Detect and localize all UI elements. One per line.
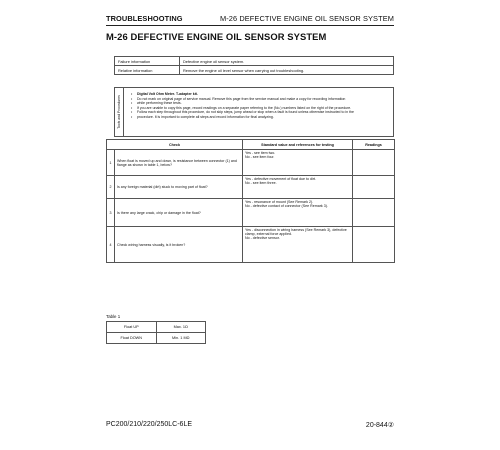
standard-line: Yes - see item two. [245,151,276,155]
row-number: 2 [107,176,115,199]
check-text: Check wiring harness visually, is it broken? [115,227,243,263]
info-label: Failure information [115,57,180,66]
check-text: When float is moved up and down, is resistance between connector (1) and flange as shown in table 1, below? [115,150,243,176]
check-text: Is any foreign material (dirt) stuck to moving part of float? [115,176,243,199]
standard-cell [243,199,353,227]
info-label: Relative information [115,66,180,75]
page-header [106,13,394,26]
standard-line: No - defective sensor. [245,236,280,240]
list-item: • Digital Volt Ohm Meter. T-adapter kit. [131,92,354,97]
table-row [107,199,395,227]
check-table [106,139,395,263]
standard-line: No - see item four. [245,155,275,159]
table-row [115,66,394,75]
table-row [107,150,395,176]
row-number: 3 [107,199,115,227]
tools-procedures-box [114,87,394,137]
row-number: 1 [107,150,115,176]
list-item: • Follow each step throughout this procedure, do not skip steps, jump ahead or stop when a fault is found unless otherwise instructed to in the [131,110,354,115]
column-header-standard: Standard value and references for testing [243,140,353,150]
table-row [107,227,395,263]
side-label-text: Tools and Procedures [117,95,121,129]
page-title: M-26 DEFECTIVE ENGINE OIL SENSOR SYSTEM [106,31,327,42]
list-item-cont: while performing these tests. [137,101,182,106]
list-item [131,115,354,120]
table-header-row [107,140,395,150]
table-row [107,322,206,333]
standard-cell [243,150,353,176]
list-item: • If you are unable to copy this page, record readings on a separate paper referring to the (No.) numbers listed on the right of the procedure. [131,106,354,111]
information-table [114,56,394,75]
row-number: 4 [107,227,115,263]
model-number: PC200/210/220/250LC-6LE [106,421,193,428]
standard-line: Yes - defective movement of float due to dirt. [245,177,316,181]
system-label: M-26 DEFECTIVE ENGINE OIL SENSOR SYSTEM [219,14,394,23]
readings-cell [353,199,395,227]
resistance-value: Max. 1Ω [156,322,206,333]
check-text: Is there any large crack, chip or damage in the float? [115,199,243,227]
standard-line: Yes - resonance of mount (See Remark 2). [245,200,314,204]
section-label: TROUBLESHOOTING [106,14,183,23]
table-row [107,176,395,199]
standard-cell [243,176,353,199]
list-item: • Do not mark on original page of service manual. Remove this page from the service manual and make a copy for recording information [131,97,354,102]
standard-line: No - defective contact of connector (See Remark 3). [245,204,328,208]
table1 [106,321,206,344]
procedure-list [131,92,354,120]
standard-line: No - see item three. [245,181,277,185]
readings-cell [353,227,395,263]
tools-side-label [115,88,124,136]
float-position: Float UP [107,322,157,333]
table-row [115,57,394,66]
column-header-check: Check [107,140,243,150]
standard-cell [243,227,353,263]
readings-cell [353,176,395,199]
float-position: Float DOWN [107,333,157,344]
list-item-cont: procedure. It is important to complete all steps and record information for final analyzing. [137,114,274,119]
table1-title: Table 1 [106,314,121,319]
resistance-value: Min. 1 MΩ [156,333,206,344]
standard-line: Yes - disconnection in wiring harness (See Remark 3), defective clamp, external force applied. [245,228,347,236]
table-row [107,333,206,344]
readings-cell [353,150,395,176]
column-header-readings: Readings [353,140,395,150]
info-value: Remove the engine oil level sensor when carrying out troubleshooting. [180,66,394,75]
page-number: 20-844② [365,422,394,429]
info-value: Defective engine oil sensor system. [180,57,394,66]
